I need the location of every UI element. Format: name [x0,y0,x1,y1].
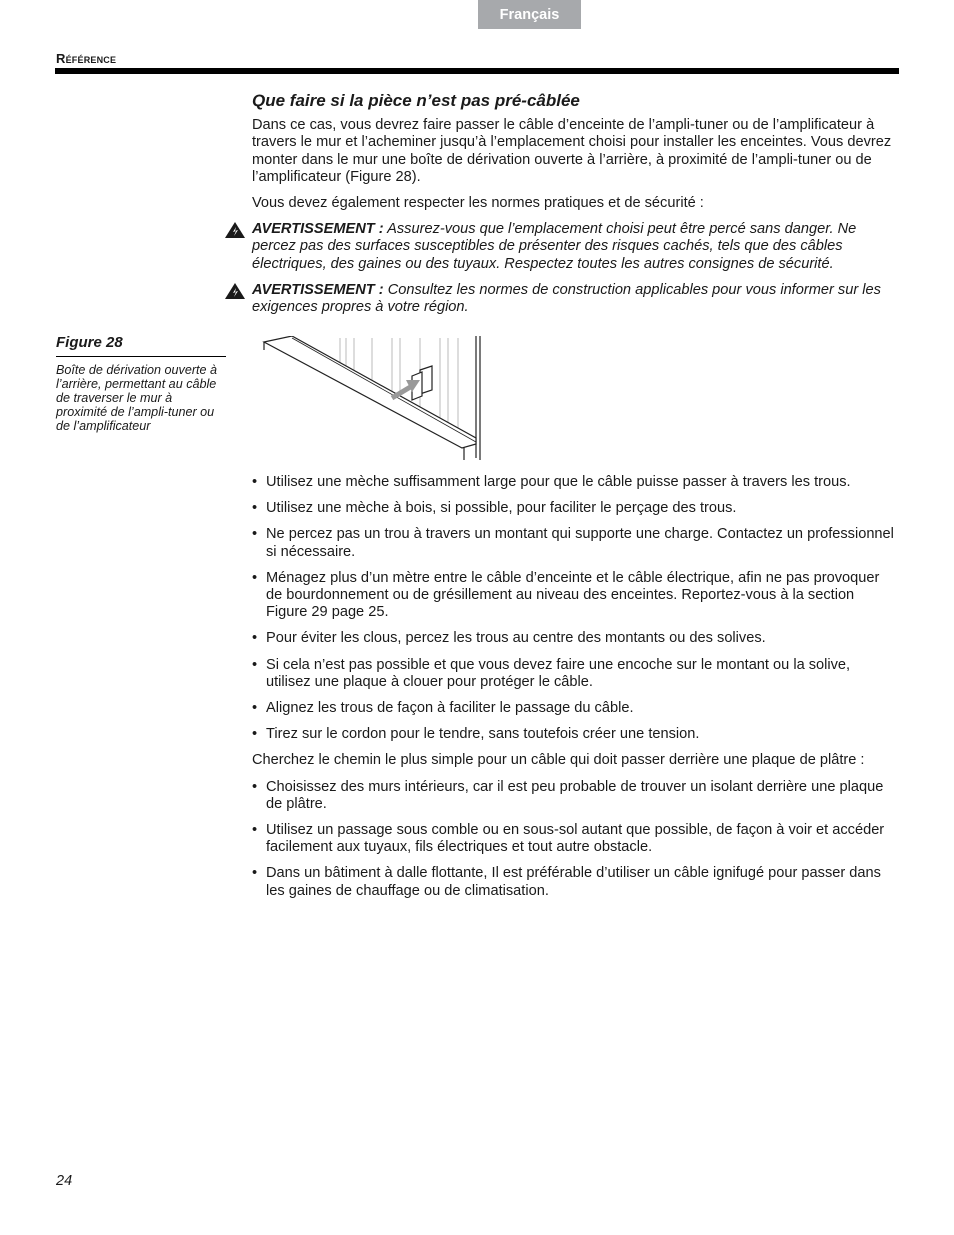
warning-text: Consultez les normes de construction applicables pour vous informer sur les exigences propres à votre région. [252,281,881,316]
list-item: • Utilisez une mèche suffisamment large pour que le câble puisse passer à travers les trous. [252,474,898,491]
figure-title: Figure 28 [56,334,226,357]
drywall-intro: Cherchez le chemin le plus simple pour un câble qui doit passer derrière une plaque de plâtre : [252,752,865,769]
warning-icon [224,221,246,239]
header-rule [55,68,899,74]
list-item: • Alignez les trous de façon à faciliter le passage du câble. [252,700,898,717]
list-item: • Si cela n’est pas possible et que vous devez faire une encoche sur le montant ou la solive, utilisez une plaque à clouer pour protéger le câble. [252,657,898,691]
page-number: 24 [56,1173,73,1189]
list-item: • Pour éviter les clous, percez les trous au centre des montants ou des solives. [252,630,898,647]
main-content [252,92,898,325]
warning-title: AVERTISSEMENT : [252,281,384,298]
language-tab[interactable]: Français [478,0,581,29]
safety-paragraph: Vous devez également respecter les normes pratiques et de sécurité : [252,195,704,212]
warning-title: AVERTISSEMENT : [252,221,384,238]
section-heading: Que faire si la pièce n’est pas pré-câblée [252,91,580,110]
figure-caption-block [56,334,226,433]
intro-paragraph: Dans ce cas, vous devrez faire passer le câble d’enceinte de l’ampli-tuner ou de l’amplificateur à travers le mur et l’acheminer jusqu’à l’emplacement choisi pour installer les enceintes. Vous devrez monter dans le mur une boîte de dérivation ouverte à l’arrière, à proximité de l’ampli-tuner ou de l’amplificateur (Figure 28). [252,117,892,185]
warning-icon [224,282,246,300]
warning-text: Assurez-vous que l’emplacement choisi peut être percé sans danger. Ne percez pas des surfaces susceptibles de présenter des risques cachés, tels que des câbles électriques, des gaines ou des tuyaux. Respectez toutes les autres consignes de sécurité. [252,221,857,272]
section-label: Référence [56,51,117,66]
warning-1 [252,221,898,273]
list-item: • Choisissez des murs intérieurs, car il est peu probable de trouver un isolant derrière une plaque de plâtre. [252,779,898,813]
guidelines-list [252,474,898,909]
list-item: • Utilisez une mèche à bois, si possible, pour faciliter le perçage des trous. [252,500,898,517]
junction-box-illustration [262,336,484,462]
figure-caption: Boîte de dérivation ouverte à l’arrière, permettant au câble de traverser le mur à proximité de l’ampli-tuner ou de l’amplificateur [56,363,218,433]
drilling-bullets [252,474,898,743]
drywall-bullets [252,779,898,900]
list-item: • Dans un bâtiment à dalle flottante, Il est préférable d’utiliser un câble ignifugé pour passer dans les gaines de chauffage ou de climatisation. [252,865,898,899]
list-item: • Ménagez plus d’un mètre entre le câble d’enceinte et le câble électrique, afin ne pas provoquer de bourdonnement ou de grésillement au niveau des enceintes. Reportez-vous à la section Figure 29 page 25. [252,570,898,622]
list-item: • Tirez sur le cordon pour le tendre, sans toutefois créer une tension. [252,726,898,743]
list-item: • Ne percez pas un trou à travers un montant qui supporte une charge. Contactez un professionnel si nécessaire. [252,526,898,560]
list-item: • Utilisez un passage sous comble ou en sous-sol autant que possible, de façon à voir et accéder facilement aux tuyaux, fils électriques et tout autre obstacle. [252,822,898,856]
warning-2 [252,282,898,316]
